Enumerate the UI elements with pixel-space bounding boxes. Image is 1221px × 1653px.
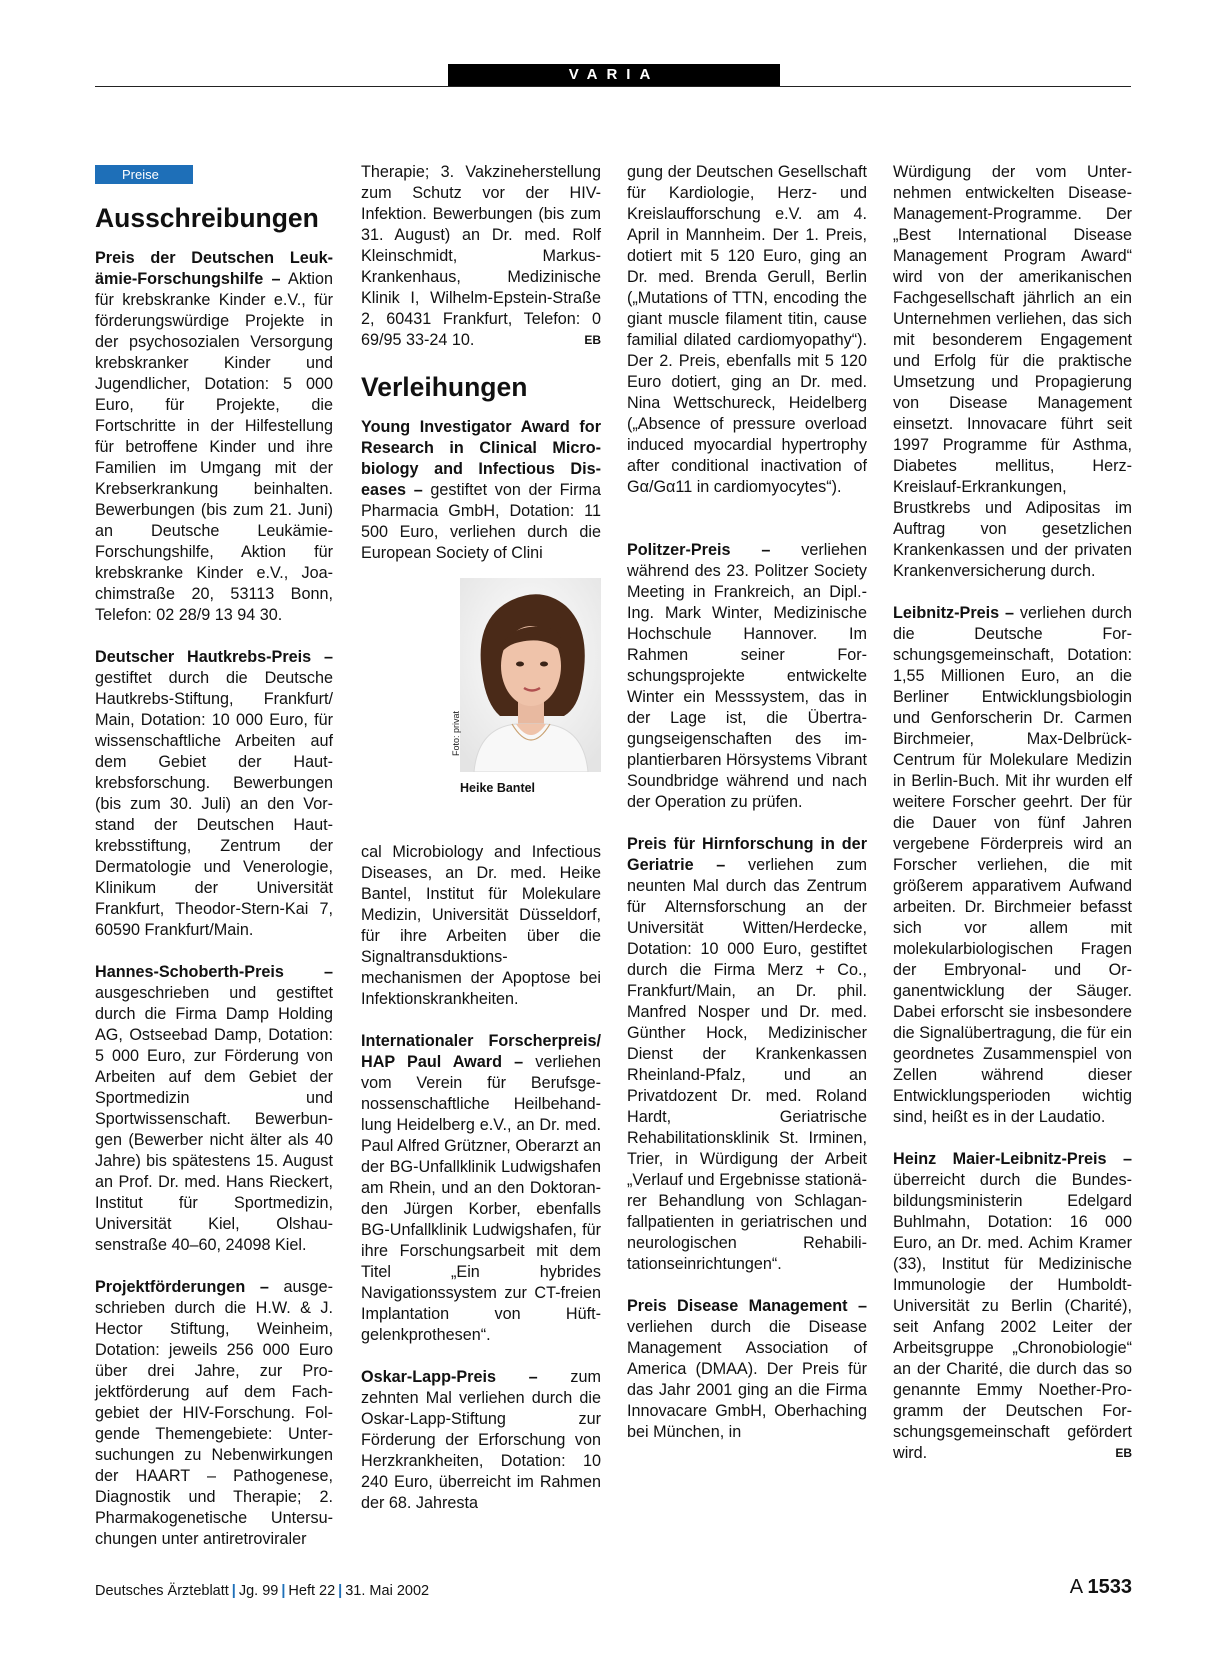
entry-title: Young Investigator Award for Research in Clinical Microbiology and Infectious Diseases –	[361, 418, 601, 499]
column-1	[95, 162, 333, 1550]
entry-title: Projektförderungen –	[95, 1278, 269, 1296]
continued-paragraph	[627, 162, 867, 498]
entry-title: Politzer-Preis –	[627, 541, 771, 559]
entry-paragraph	[361, 417, 601, 564]
footer-citation	[95, 1583, 429, 1599]
entry-paragraph	[893, 1149, 1132, 1464]
footer-separator: |	[231, 1583, 236, 1599]
continued-text: gung der Deutschen Gesellschaft für Kardiologie, Herz- und Kreislaufforschung e.V. am 4. April in Mannheim. Der 1. Preis, dotiert mit 5 120 Euro, ging an Dr. med. Brenda Gerull, Berlin („Mutations of TTN, encoding the giant muscle filament titin, cause familial dilated cardiomyopathy“). Der 2. Preis, ebenfalls mit 5 120 Euro dotiert, ging an Dr. med. Nina Wettschureck, Heidelberg („Absence of pressure overload induced myocardial hypertrophy after conditional inactivation of Gα/Gα11 in cardiomyocytes“).	[627, 163, 867, 496]
entry-title: Heinz Maier-Leibnitz-Preis –	[893, 1150, 1132, 1168]
entry-title: Leibnitz-Preis –	[893, 604, 1015, 622]
entry-text: gestiftet von der Firma Pharmacia GmbH, Dotation: 11 500 Euro, verliehen durch die European Society of Clini	[361, 481, 601, 562]
entry-title: Deutscher Hautkrebs-Preis –	[95, 648, 333, 666]
entry-paragraph	[627, 834, 867, 1275]
entry-text: ausgeschrieben und gestiftet durch die Firma Damp Holding AG, Ostseebad Damp, Dotation: 5 000 Euro, zur Förderung von Arbeiten auf dem Gebiet der Sportmedizin und Sportwissenschaft. Bewerbungen (Bewerber nicht älter als 40 Jahre) bis spätestens 15. August an Prof. Dr. med. Hans Rieckert, Institut für Sportmedizin, Universität Kiel, Olshausenstraße 40–60, 24098 Kiel.	[95, 984, 333, 1254]
portrait-figure	[361, 578, 601, 838]
entry-paragraph	[95, 647, 333, 941]
entry-paragraph	[627, 540, 867, 813]
photo-credit: Foto: privat	[451, 710, 461, 756]
header-rule	[95, 86, 1131, 87]
entry-text: verliehen zum neunten Mal durch das Zentrum für Alternsforschung an der Universität Witten/Herdecke, Dotation: 10 000 Euro, gestiftet durch die Firma Merz + Co., Frankfurt/Main, an Dr. phil. Manfred Nosper und Dr. med. Günther Hock, Medizinischer Dienst der Krankenkassen Rheinland-Pfalz, und an Privatdozent Dr. med. Roland Hardt, Geriatrische Rehabilitationsklinik St. Irminen, Trier, in Würdigung der Arbeit „Verlauf und Ergebnisse stationärer Behandlung von Schlaganfallpatienten in geriatrischen und neurologischen Rehabilitationseinrichtungen“.	[627, 856, 867, 1273]
entry-paragraph	[893, 603, 1132, 1128]
footer-separator: |	[281, 1583, 286, 1599]
footer-separator: |	[338, 1583, 343, 1599]
column-2	[361, 162, 601, 1514]
journal-name: Deutsches Ärzteblatt	[95, 1583, 229, 1599]
entry-paragraph	[361, 1367, 601, 1514]
page-prefix: A	[1069, 1576, 1082, 1598]
entry-text: verliehen durch die Disease Management Association of America (DMAA). Der Preis für das Jahr 2001 ging an die Firma Innovacare GmbH, Oberhaching bei München, in	[627, 1318, 867, 1441]
entry-paragraph	[361, 842, 601, 1010]
entry-title: Oskar-Lapp-Preis –	[361, 1368, 538, 1386]
entry-title: Preis Disease Management –	[627, 1297, 867, 1315]
author-signature: EB	[584, 333, 601, 347]
entry-paragraph	[627, 1296, 867, 1443]
entry-text: cal Microbiology and Infectious Diseases, an Dr. med. Heike Bantel, Institut für Molekulare Medizin, Universität Düsseldorf, für ihre Arbeiten über die Signaltransduktionsmechanismen der Apoptose bei Infektionskrankheiten.	[361, 843, 601, 1008]
entry-text: verliehen vom Verein für Berufsgenossenschaftliche Heilbehandlung Heidelberg e.V., an Dr. med. Paul Alfred Grützner, Oberarzt an der BG-Unfallklinik Ludwigshafen am Rhein, und an den Doktoranden Jürgen Korber, ebenfalls BG-Unfallklinik Ludwigshafen, für ihre Forschungsarbeit mit dem Titel „Ein hybrides Navigationssystem zur CT-freien Implantation von Hüftgelenkprothesen“.	[361, 1053, 601, 1344]
section-heading-ausschreibungen: Ausschreibungen	[95, 203, 319, 233]
page-number	[1070, 1576, 1132, 1599]
continued-paragraph	[893, 162, 1132, 582]
section-heading-verleihungen: Verleihungen	[361, 372, 528, 402]
entry-text: überreicht durch die Bundesbildungsministerin Edelgard Buhlmahn, Dotation: 16 000 Euro, an Dr. med. Achim Kramer (33), Institut für Medizinische Immunologie der Humboldt-Universität zu Berlin (Charité), seit Anfang 2002 Leiter der Arbeitsgruppe „Chronobiologie“ an der Charité, die durch das so genannte Emmy Noether-Programm der Deutschen Forschungsgemeinschaft gefördert wird.	[893, 1171, 1132, 1462]
page-number-value: 1533	[1087, 1576, 1132, 1598]
entry-paragraph	[361, 1031, 601, 1346]
entry-title: Preis für Hirnforschung in der Geriatrie –	[627, 835, 867, 874]
continued-text: Therapie; 3. Vakzineherstellung zum Schutz vor der HIV-Infektion. Bewerbungen (bis zum 31. August) an Dr. med. Rolf Kleinschmidt, Markus-Krankenhaus, Medizinische Klinik I, Wilhelm-Epstein-Straße 2, 60431 Frankfurt, Telefon: 0 69/95 33-24 10.	[361, 163, 601, 349]
entry-text: gestiftet durch die Deutsche Hautkrebs-Stiftung, Frankfurt/ Main, Dotation: 10 000 Euro, für wissenschaftliche Arbeiten auf dem Gebiet der Hautkrebsforschung. Bewerbungen (bis zum 30. Juli) an den Vorstand der Deutschen Hautkrebsstiftung, Zentrum der Dermatologie und Venerologie, Klinikum der Universität Frankfurt, Theodor-Stern-Kai 7, 60590 Frankfurt/Main.	[95, 669, 333, 939]
entry-text: Aktion für krebskranke Kinder e.V., für förderungswürdige Projekte in der psychosozialen Versorgung krebskranker Kinder und Jugendlicher, Dotation: 5 000 Euro, für Projekte, die Fortschritte in der Hilfestellung für betroffene Kinder und ihre Familien im Umgang mit der Krebserkrankung beinhalten. Bewerbungen (bis zum 21. Juni) an Deutsche Leukämie-Forschungshilfe, Aktion für krebskranke Kinder e.V., Joachimstraße 20, 53113 Bonn, Telefon: 02 28/9 13 94 30.	[95, 270, 334, 624]
category-tag: Preise	[95, 165, 193, 184]
journal-volume: Jg. 99	[238, 1583, 279, 1599]
entry-paragraph	[95, 248, 333, 626]
continued-paragraph	[361, 162, 601, 351]
entry-title: Hannes-Schoberth-Preis –	[95, 963, 333, 981]
column-4	[893, 162, 1132, 1464]
portrait-photo	[460, 578, 601, 772]
journal-date: 31. Mai 2002	[345, 1583, 430, 1599]
entry-text: verliehen durch die Deutsche Forschungsgemeinschaft, Dotation: 1,55 Millionen Euro, an die Berliner Entwicklungsbiologin und Genforscherin Dr. Carmen Birchmeier, Max-Delbrück-Centrum für Molekulare Medizin in Berlin-Buch. Mit ihr wurden elf weitere Forscher geehrt. Der für die Dauer von fünf Jahren vergebene Förderpreis wird an Forscher verliehen, die mit größerem apparativem Aufwand arbeiten. Dr. Birchmeier befasst sich vor allem mit molekularbiologischen Fragen der Embryonal- und Organentwicklung der Säuger. Dabei erforscht sie insbesondere die Signalübertragung, die für ein geordnetes Zusammenspiel von Zellen während dieser Entwicklungsperioden wichtig sind, heißt es in der Laudatio.	[893, 604, 1132, 1126]
author-signature: EB	[1115, 1446, 1132, 1460]
journal-issue: Heft 22	[288, 1583, 336, 1599]
entry-paragraph	[95, 962, 333, 1256]
section-header: VARIA	[448, 64, 780, 86]
continued-text: Würdigung der vom Unternehmen entwickelten Disease-Management-Programme. Der „Best International Disease Management Program Award“ wird von der amerikanischen Fachgesellschaft jährlich an ein Unternehmen verliehen, das sich mit besonderem Engagement und Erfolg für die praktische Umsetzung und Propagierung von Disease Management einsetzt. Innovacare führt seit 1997 Programme für Asthma, Diabetes mellitus, Herz-Kreislauf-Erkrankungen, Brustkrebs und Adipositas im Auftrag von gesetzlichen Krankenkassen und der privaten Krankenversicherung durch.	[893, 163, 1132, 580]
column-3	[627, 162, 867, 1443]
entry-text: zum zehnten Mal verliehen durch die Oskar-Lapp-Stiftung zur Förderung der Erforschung von Herzkrankheiten, Dotation: 10 240 Euro, überreicht im Rahmen der 68. Jahresta	[361, 1368, 601, 1512]
entry-text: ausgeschrieben durch die H.W. & J. Hector Stiftung, Weinheim, Dotation: jeweils 256 000 Euro über drei Jahre, zur Projektförderung auf dem Fachgebiet der HIV-Forschung. Folgende Themengebiete: Untersuchungen zu Nebenwirkungen der HAART – Pathogenese, Diagnostik und Therapie; 2. Pharmakogenetische Untersuchungen unter antiretroviraler	[95, 1278, 334, 1548]
entry-title: Internationaler Forscherpreis/ HAP Paul Award –	[361, 1032, 601, 1071]
entry-title: Preis der Deutschen Leukämie-Forschungshilfe –	[95, 249, 333, 288]
entry-paragraph	[95, 1277, 333, 1550]
photo-caption: Heike Bantel	[460, 781, 536, 795]
entry-text: verliehen während des 23. Politzer Society Meeting in Frankreich, an Dipl.-Ing. Mark Winter, Medizinische Hochschule Hannover. Im Rahmen seiner Forschungsprojekte entwickelte Winter ein Messsystem, das in der Lage ist, die Übertragungseigenschaften des implantierbaren Hörsystems Vibrant Soundbridge während und nach der Operation zu prüfen.	[627, 541, 867, 811]
